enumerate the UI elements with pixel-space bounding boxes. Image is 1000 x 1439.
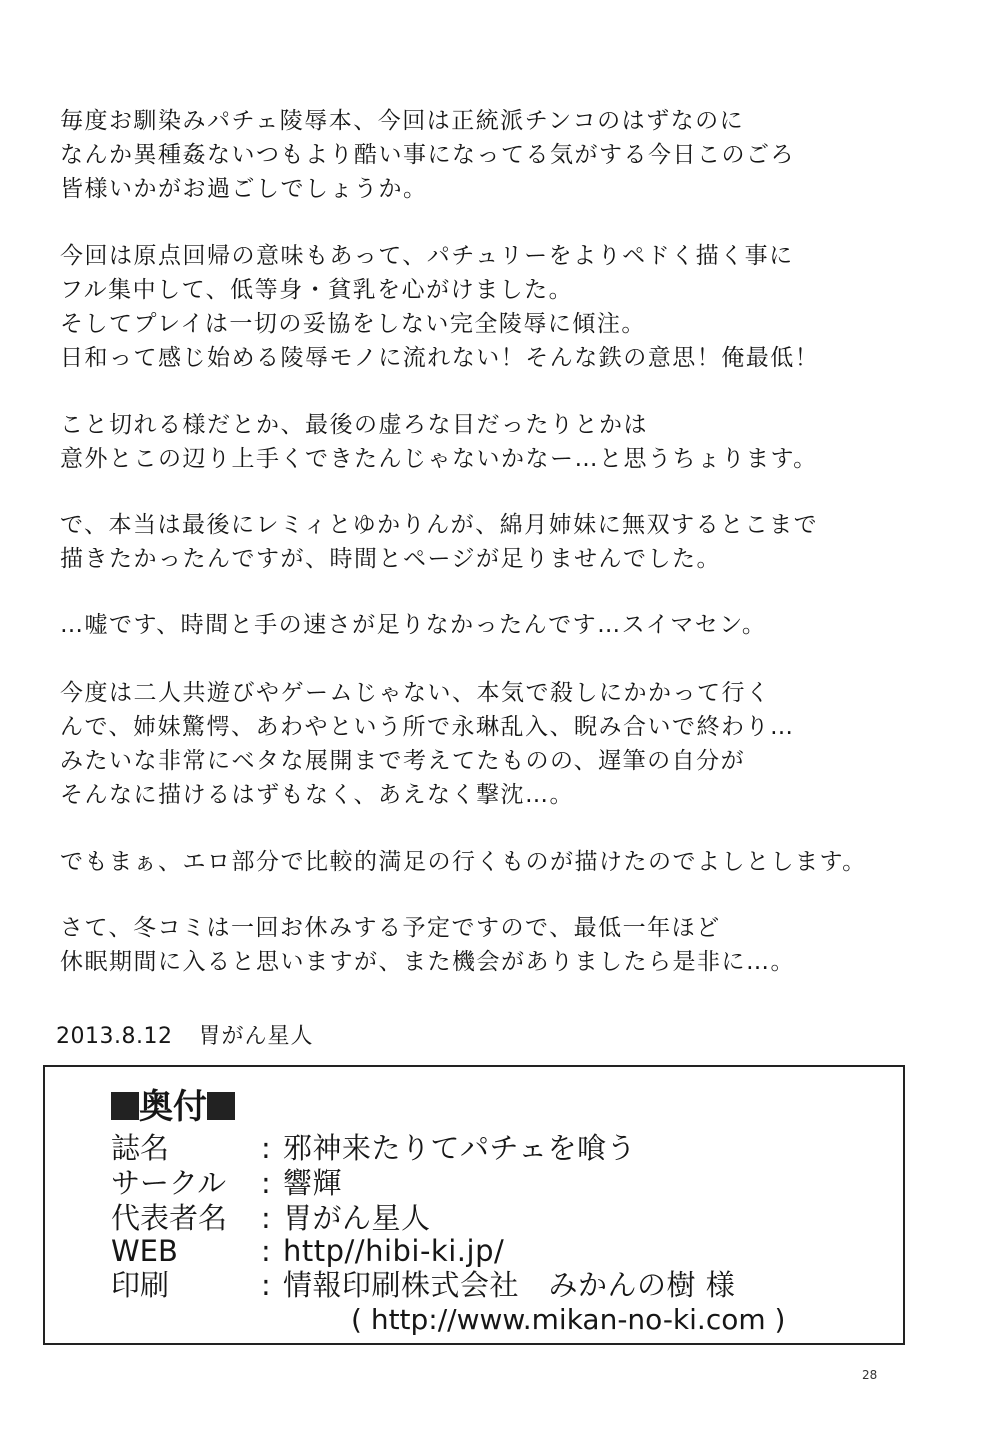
text-line: 皆様いかがお過ごしでしょうか。 — [60, 176, 428, 202]
text-line: 毎度お馴染みパチェ陵辱本、今回は正統派チンコのはずなのに — [60, 108, 745, 134]
colophon-separator: : — [261, 1234, 271, 1268]
text-line: みたいな非常にベタな展開まで考えてたものの、遅筆の自分が — [60, 748, 746, 774]
colophon-separator: : — [261, 1166, 271, 1200]
page-number: 28 — [862, 1368, 878, 1382]
signature — [56, 1020, 313, 1054]
paragraph-5 — [60, 608, 960, 642]
text-line: …嘘です、時間と手の速さが足りなかったんです…スイマセン。 — [60, 612, 767, 638]
colophon-web-link: http//hibi-ki.jp/ — [283, 1234, 505, 1268]
paragraph-2 — [60, 239, 960, 375]
text-line: 描きたかったんですが、時間とページが足りませんでした。 — [60, 546, 722, 572]
colophon-value: 情報印刷株式会社 みかんの樹 様 — [283, 1268, 736, 1302]
colophon-label: 印刷 — [111, 1268, 170, 1302]
colophon-value: 響輝 — [283, 1166, 343, 1200]
text-line: そんなに描けるはずもなく、あえなく撃沈…。 — [60, 782, 575, 808]
text-line: で、本当は最後にレミィとゆかりんが、綿月姉妹に無双するとこまで — [60, 512, 819, 538]
colophon-label: 誌名 — [111, 1131, 170, 1165]
colophon-box — [43, 1065, 905, 1345]
signature-date: 2013.8.12 — [56, 1024, 173, 1049]
text-line: 今回は原点回帰の意味もあって、パチュリーをよりペドく描く事に — [60, 243, 794, 269]
square-bullet-icon — [207, 1092, 235, 1120]
colophon-label: WEB — [111, 1234, 178, 1268]
colophon-value: 胃がん星人 — [283, 1201, 431, 1235]
paragraph-7 — [60, 845, 960, 879]
paragraph-4 — [60, 508, 960, 576]
paragraph-3 — [60, 408, 960, 476]
printer-url: ( http://www.mikan-no-ki.com ) — [351, 1303, 786, 1336]
text-line: さて、冬コミは一回お休みする予定ですので、最低一年ほど — [60, 915, 721, 941]
text-line: 日和って感じ始める陵辱モノに流れない！そんな鉄の意思！俺最低！ — [60, 345, 820, 371]
text-line: なんか異種姦ないつもより酷い事になってる気がする今日このごろ — [60, 142, 795, 168]
colophon-label: 代表者名 — [111, 1201, 228, 1235]
text-line: 休眠期間に入ると思いますが、また機会がありましたら是非に…。 — [60, 949, 795, 975]
text-line: でもまぁ、エロ部分で比較的満足の行くものが描けたのでよしとします。 — [60, 849, 867, 875]
colophon-title-text: 奥付 — [139, 1087, 207, 1127]
colophon-value: 邪神来たりてパチェを喰う — [283, 1131, 637, 1165]
signature-author: 胃がん星人 — [198, 1024, 314, 1049]
colophon-separator: : — [261, 1268, 271, 1302]
paragraph-1 — [60, 104, 960, 206]
afterword-text — [60, 104, 960, 979]
text-line: こと切れる様だとか、最後の虚ろな目だったりとかは — [60, 412, 648, 438]
colophon-row-web — [111, 1232, 504, 1270]
colophon-label: サークル — [111, 1166, 227, 1200]
text-line: 今度は二人共遊びやゲームじゃない、本気で殺しにかかって行く — [60, 680, 771, 706]
square-bullet-icon — [111, 1092, 139, 1120]
colophon-title — [111, 1085, 235, 1129]
colophon-separator: : — [261, 1201, 271, 1235]
text-line: そしてプレイは一切の妥協をしない完全陵辱に傾注。 — [60, 311, 646, 337]
colophon-row-title — [111, 1129, 636, 1167]
paragraph-8 — [60, 911, 960, 979]
text-line: 意外とこの辺り上手くできたんじゃないかなー…と思うちょります。 — [60, 446, 818, 472]
colophon-separator: : — [261, 1131, 271, 1165]
colophon-row-circle — [111, 1164, 342, 1202]
text-line: フル集中して、低等身・貧乳を心がけました。 — [60, 277, 574, 303]
colophon-row-printer — [111, 1266, 735, 1304]
text-line: んで、姉妹驚愕、あわやという所で永琳乱入、睨み合いで終わり… — [60, 714, 795, 740]
paragraph-6 — [60, 676, 960, 812]
